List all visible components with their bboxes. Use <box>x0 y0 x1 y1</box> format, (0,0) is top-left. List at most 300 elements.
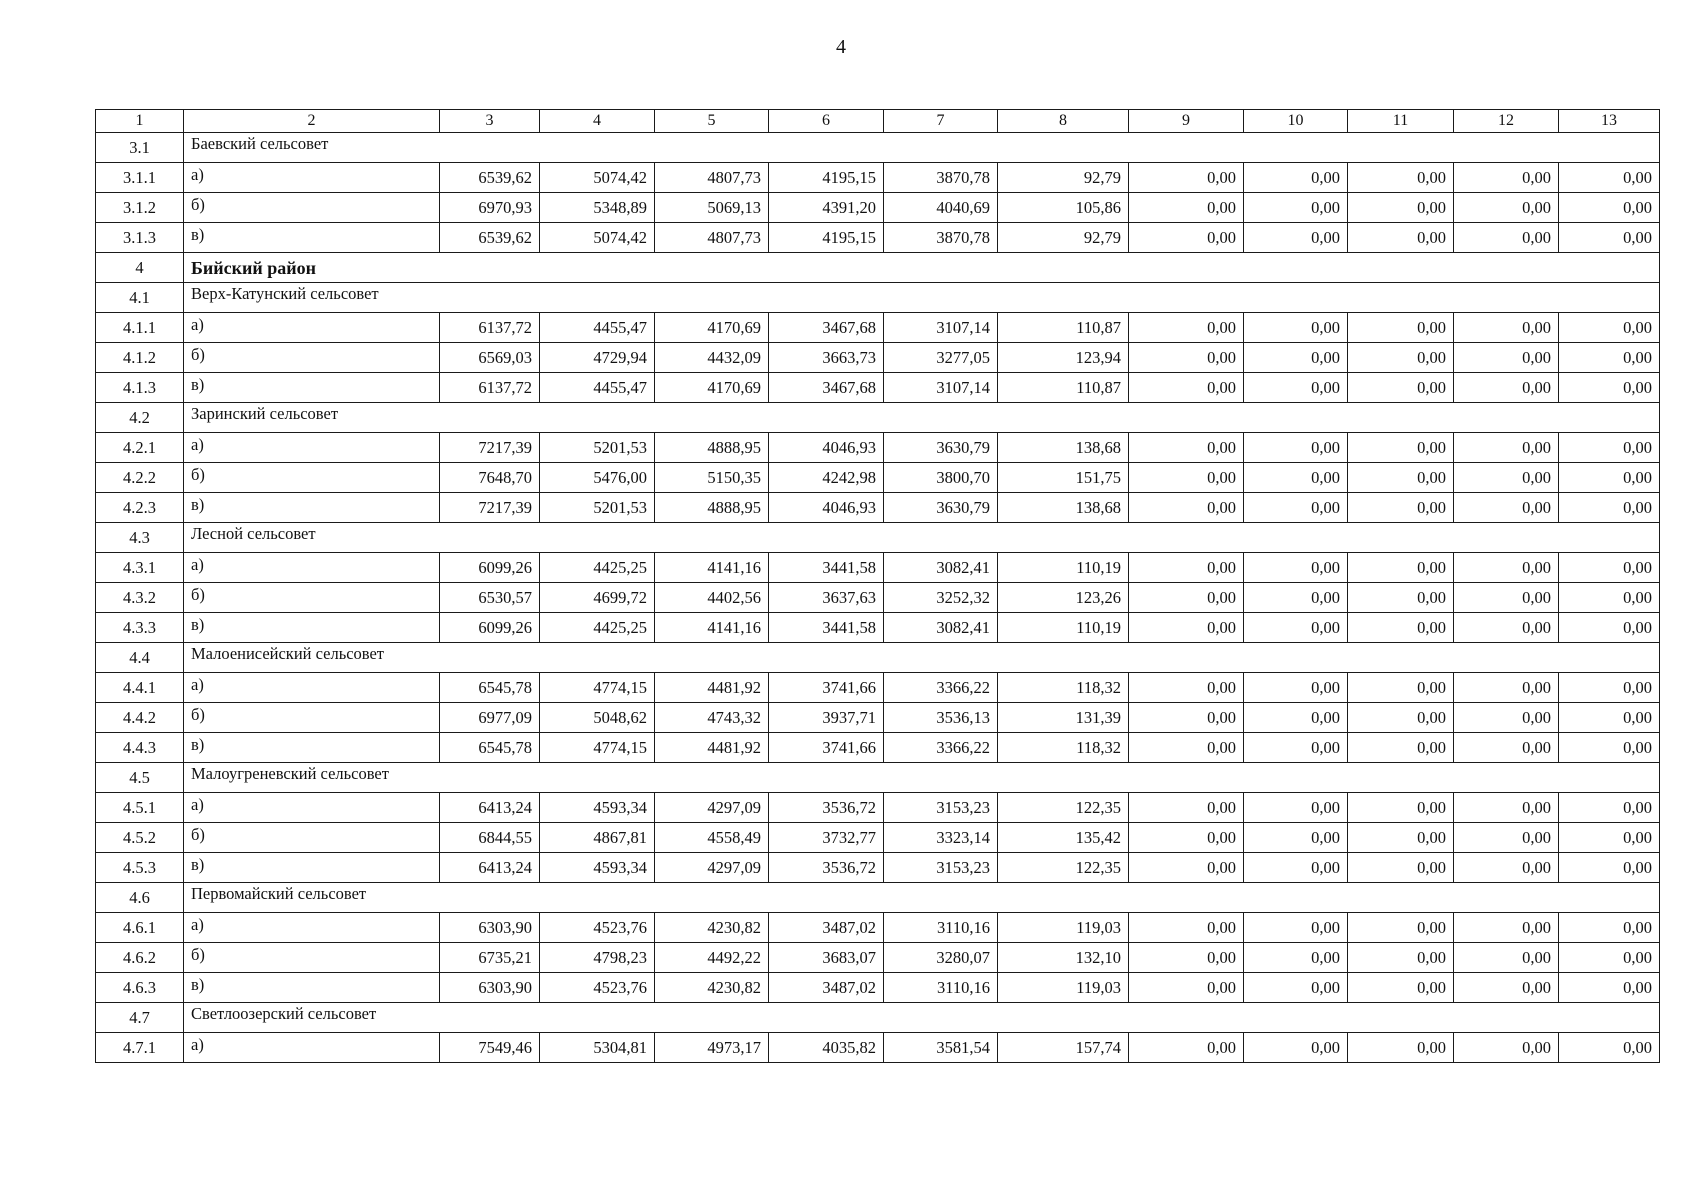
value-cell: 4195,15 <box>769 163 884 193</box>
value-cell: 0,00 <box>1454 853 1559 883</box>
table-row <box>96 913 1660 943</box>
value-cell: 4040,69 <box>884 193 998 223</box>
value-cell: 3536,72 <box>769 853 884 883</box>
value-cell: 5348,89 <box>540 193 655 223</box>
value-cell: 0,00 <box>1559 673 1660 703</box>
value-cell: 4888,95 <box>655 433 769 463</box>
value-cell: 0,00 <box>1559 343 1660 373</box>
value-cell: 0,00 <box>1559 433 1660 463</box>
value-cell: 0,00 <box>1244 193 1348 223</box>
row-index: 4.5.3 <box>96 853 184 883</box>
table-row <box>96 673 1660 703</box>
value-cell: 4230,82 <box>655 973 769 1003</box>
row-index: 4.7.1 <box>96 1033 184 1063</box>
row-label: в) <box>184 493 440 523</box>
row-label: б) <box>184 193 440 223</box>
value-cell: 92,79 <box>998 223 1129 253</box>
value-cell: 138,68 <box>998 433 1129 463</box>
value-cell: 110,87 <box>998 373 1129 403</box>
value-cell: 0,00 <box>1129 793 1244 823</box>
value-cell: 0,00 <box>1559 193 1660 223</box>
value-cell: 3366,22 <box>884 733 998 763</box>
value-cell: 122,35 <box>998 793 1129 823</box>
value-cell: 0,00 <box>1454 973 1559 1003</box>
value-cell: 4798,23 <box>540 943 655 973</box>
value-cell: 4481,92 <box>655 673 769 703</box>
value-cell: 6413,24 <box>440 853 540 883</box>
row-label: а) <box>184 673 440 703</box>
value-cell: 0,00 <box>1129 493 1244 523</box>
column-header: 3 <box>440 110 540 133</box>
value-cell: 0,00 <box>1348 853 1454 883</box>
value-cell: 0,00 <box>1244 1033 1348 1063</box>
value-cell: 0,00 <box>1244 373 1348 403</box>
value-cell: 0,00 <box>1348 433 1454 463</box>
value-cell: 3280,07 <box>884 943 998 973</box>
section-row <box>96 1003 1660 1033</box>
value-cell: 0,00 <box>1348 463 1454 493</box>
table-row <box>96 463 1660 493</box>
value-cell: 0,00 <box>1559 793 1660 823</box>
district-row <box>96 253 1660 283</box>
value-cell: 0,00 <box>1559 973 1660 1003</box>
value-cell: 0,00 <box>1129 973 1244 1003</box>
value-cell: 0,00 <box>1348 823 1454 853</box>
value-cell: 0,00 <box>1559 853 1660 883</box>
value-cell: 0,00 <box>1559 493 1660 523</box>
value-cell: 4593,34 <box>540 853 655 883</box>
value-cell: 3536,13 <box>884 703 998 733</box>
value-cell: 138,68 <box>998 493 1129 523</box>
value-cell: 0,00 <box>1244 493 1348 523</box>
value-cell: 6735,21 <box>440 943 540 973</box>
value-cell: 0,00 <box>1348 163 1454 193</box>
value-cell: 3366,22 <box>884 673 998 703</box>
value-cell: 4141,16 <box>655 613 769 643</box>
value-cell: 3683,07 <box>769 943 884 973</box>
value-cell: 4046,93 <box>769 433 884 463</box>
row-label: а) <box>184 433 440 463</box>
value-cell: 119,03 <box>998 973 1129 1003</box>
value-cell: 0,00 <box>1454 583 1559 613</box>
value-cell: 0,00 <box>1244 913 1348 943</box>
row-index: 4.6 <box>96 883 184 913</box>
row-label: в) <box>184 223 440 253</box>
value-cell: 6970,93 <box>440 193 540 223</box>
table-row <box>96 1033 1660 1063</box>
value-cell: 5048,62 <box>540 703 655 733</box>
section-name: Лесной сельсовет <box>184 523 1660 553</box>
section-row <box>96 523 1660 553</box>
table-body <box>96 110 1660 1063</box>
value-cell: 7648,70 <box>440 463 540 493</box>
value-cell: 4743,32 <box>655 703 769 733</box>
table-row <box>96 193 1660 223</box>
value-cell: 0,00 <box>1129 193 1244 223</box>
row-label: а) <box>184 553 440 583</box>
value-cell: 0,00 <box>1348 733 1454 763</box>
column-number-row <box>96 110 1660 133</box>
value-cell: 3630,79 <box>884 433 998 463</box>
value-cell: 0,00 <box>1559 373 1660 403</box>
value-cell: 0,00 <box>1454 193 1559 223</box>
value-cell: 0,00 <box>1244 673 1348 703</box>
row-index: 4.5.1 <box>96 793 184 823</box>
value-cell: 0,00 <box>1244 223 1348 253</box>
value-cell: 0,00 <box>1244 793 1348 823</box>
value-cell: 0,00 <box>1129 373 1244 403</box>
value-cell: 4170,69 <box>655 373 769 403</box>
value-cell: 0,00 <box>1454 1033 1559 1063</box>
value-cell: 5201,53 <box>540 493 655 523</box>
section-row <box>96 763 1660 793</box>
section-name: Малоенисейский сельсовет <box>184 643 1660 673</box>
value-cell: 0,00 <box>1559 463 1660 493</box>
value-cell: 0,00 <box>1454 493 1559 523</box>
row-label: б) <box>184 703 440 733</box>
value-cell: 0,00 <box>1244 853 1348 883</box>
value-cell: 7549,46 <box>440 1033 540 1063</box>
table-row <box>96 553 1660 583</box>
value-cell: 0,00 <box>1348 943 1454 973</box>
row-index: 3.1 <box>96 133 184 163</box>
row-index: 4.6.3 <box>96 973 184 1003</box>
value-cell: 6099,26 <box>440 553 540 583</box>
value-cell: 0,00 <box>1559 223 1660 253</box>
column-header: 2 <box>184 110 440 133</box>
value-cell: 0,00 <box>1244 943 1348 973</box>
row-label: б) <box>184 583 440 613</box>
value-cell: 0,00 <box>1559 163 1660 193</box>
value-cell: 4425,25 <box>540 553 655 583</box>
value-cell: 6530,57 <box>440 583 540 613</box>
value-cell: 3732,77 <box>769 823 884 853</box>
row-label: б) <box>184 943 440 973</box>
value-cell: 0,00 <box>1129 433 1244 463</box>
value-cell: 4593,34 <box>540 793 655 823</box>
value-cell: 4297,09 <box>655 793 769 823</box>
value-cell: 0,00 <box>1348 553 1454 583</box>
value-cell: 3153,23 <box>884 793 998 823</box>
value-cell: 151,75 <box>998 463 1129 493</box>
value-cell: 0,00 <box>1559 733 1660 763</box>
value-cell: 0,00 <box>1348 973 1454 1003</box>
value-cell: 0,00 <box>1559 703 1660 733</box>
district-name: Бийский район <box>184 253 1660 283</box>
row-index: 4.4.3 <box>96 733 184 763</box>
value-cell: 5074,42 <box>540 223 655 253</box>
value-cell: 4867,81 <box>540 823 655 853</box>
value-cell: 3663,73 <box>769 343 884 373</box>
value-cell: 3082,41 <box>884 553 998 583</box>
value-cell: 6137,72 <box>440 313 540 343</box>
value-cell: 0,00 <box>1348 313 1454 343</box>
value-cell: 118,32 <box>998 733 1129 763</box>
value-cell: 4729,94 <box>540 343 655 373</box>
value-cell: 0,00 <box>1244 313 1348 343</box>
value-cell: 4523,76 <box>540 913 655 943</box>
value-cell: 0,00 <box>1454 343 1559 373</box>
value-cell: 0,00 <box>1559 1033 1660 1063</box>
value-cell: 157,74 <box>998 1033 1129 1063</box>
value-cell: 4492,22 <box>655 943 769 973</box>
value-cell: 3323,14 <box>884 823 998 853</box>
value-cell: 0,00 <box>1129 853 1244 883</box>
value-cell: 3441,58 <box>769 613 884 643</box>
table-row <box>96 613 1660 643</box>
value-cell: 3487,02 <box>769 913 884 943</box>
value-cell: 123,26 <box>998 583 1129 613</box>
value-cell: 0,00 <box>1454 913 1559 943</box>
row-index: 4.4.2 <box>96 703 184 733</box>
value-cell: 6977,09 <box>440 703 540 733</box>
value-cell: 3277,05 <box>884 343 998 373</box>
value-cell: 4230,82 <box>655 913 769 943</box>
value-cell: 3741,66 <box>769 673 884 703</box>
value-cell: 4888,95 <box>655 493 769 523</box>
row-index: 4.1.2 <box>96 343 184 373</box>
row-index: 4.6.2 <box>96 943 184 973</box>
value-cell: 0,00 <box>1454 673 1559 703</box>
value-cell: 3082,41 <box>884 613 998 643</box>
row-index: 4.1.1 <box>96 313 184 343</box>
column-header: 11 <box>1348 110 1454 133</box>
value-cell: 5150,35 <box>655 463 769 493</box>
table-row <box>96 853 1660 883</box>
table-row <box>96 703 1660 733</box>
value-cell: 105,86 <box>998 193 1129 223</box>
row-label: а) <box>184 913 440 943</box>
value-cell: 0,00 <box>1454 553 1559 583</box>
value-cell: 3536,72 <box>769 793 884 823</box>
value-cell: 0,00 <box>1129 673 1244 703</box>
value-cell: 110,19 <box>998 613 1129 643</box>
value-cell: 3741,66 <box>769 733 884 763</box>
value-cell: 6539,62 <box>440 163 540 193</box>
value-cell: 3441,58 <box>769 553 884 583</box>
value-cell: 0,00 <box>1559 553 1660 583</box>
value-cell: 0,00 <box>1454 943 1559 973</box>
value-cell: 3870,78 <box>884 223 998 253</box>
value-cell: 0,00 <box>1129 733 1244 763</box>
value-cell: 4402,56 <box>655 583 769 613</box>
row-label: а) <box>184 163 440 193</box>
value-cell: 4774,15 <box>540 673 655 703</box>
value-cell: 0,00 <box>1348 583 1454 613</box>
value-cell: 123,94 <box>998 343 1129 373</box>
table-row <box>96 313 1660 343</box>
value-cell: 3467,68 <box>769 313 884 343</box>
row-index: 3.1.2 <box>96 193 184 223</box>
value-cell: 0,00 <box>1454 223 1559 253</box>
value-cell: 3107,14 <box>884 373 998 403</box>
value-cell: 0,00 <box>1244 733 1348 763</box>
value-cell: 0,00 <box>1244 553 1348 583</box>
section-row <box>96 283 1660 313</box>
value-cell: 4170,69 <box>655 313 769 343</box>
value-cell: 110,87 <box>998 313 1129 343</box>
value-cell: 0,00 <box>1129 583 1244 613</box>
row-index: 4.2 <box>96 403 184 433</box>
value-cell: 6413,24 <box>440 793 540 823</box>
row-label: а) <box>184 1033 440 1063</box>
value-cell: 6539,62 <box>440 223 540 253</box>
value-cell: 118,32 <box>998 673 1129 703</box>
section-row <box>96 643 1660 673</box>
value-cell: 4455,47 <box>540 313 655 343</box>
value-cell: 122,35 <box>998 853 1129 883</box>
value-cell: 0,00 <box>1454 793 1559 823</box>
value-cell: 6303,90 <box>440 973 540 1003</box>
column-header: 5 <box>655 110 769 133</box>
value-cell: 5074,42 <box>540 163 655 193</box>
value-cell: 0,00 <box>1129 613 1244 643</box>
value-cell: 0,00 <box>1244 613 1348 643</box>
value-cell: 119,03 <box>998 913 1129 943</box>
value-cell: 4425,25 <box>540 613 655 643</box>
table-row <box>96 583 1660 613</box>
value-cell: 7217,39 <box>440 493 540 523</box>
value-cell: 0,00 <box>1454 613 1559 643</box>
value-cell: 0,00 <box>1348 193 1454 223</box>
value-cell: 4807,73 <box>655 163 769 193</box>
value-cell: 135,42 <box>998 823 1129 853</box>
value-cell: 0,00 <box>1348 493 1454 523</box>
value-cell: 0,00 <box>1129 1033 1244 1063</box>
value-cell: 4774,15 <box>540 733 655 763</box>
table-row <box>96 793 1660 823</box>
row-label: в) <box>184 973 440 1003</box>
section-name: Малоугреневский сельсовет <box>184 763 1660 793</box>
value-cell: 0,00 <box>1348 343 1454 373</box>
value-cell: 4807,73 <box>655 223 769 253</box>
row-index: 4.6.1 <box>96 913 184 943</box>
row-index: 4.7 <box>96 1003 184 1033</box>
value-cell: 0,00 <box>1244 583 1348 613</box>
value-cell: 4141,16 <box>655 553 769 583</box>
section-name: Верх-Катунский сельсовет <box>184 283 1660 313</box>
value-cell: 5476,00 <box>540 463 655 493</box>
value-cell: 4973,17 <box>655 1033 769 1063</box>
row-label: б) <box>184 343 440 373</box>
value-cell: 0,00 <box>1454 313 1559 343</box>
value-cell: 6303,90 <box>440 913 540 943</box>
value-cell: 3153,23 <box>884 853 998 883</box>
value-cell: 7217,39 <box>440 433 540 463</box>
column-header: 10 <box>1244 110 1348 133</box>
row-index: 4.4.1 <box>96 673 184 703</box>
value-cell: 0,00 <box>1348 613 1454 643</box>
table-row <box>96 223 1660 253</box>
row-index: 4 <box>96 253 184 283</box>
value-cell: 0,00 <box>1244 463 1348 493</box>
value-cell: 0,00 <box>1244 973 1348 1003</box>
value-cell: 4242,98 <box>769 463 884 493</box>
value-cell: 3637,63 <box>769 583 884 613</box>
value-cell: 0,00 <box>1348 223 1454 253</box>
value-cell: 131,39 <box>998 703 1129 733</box>
value-cell: 0,00 <box>1559 583 1660 613</box>
value-cell: 3800,70 <box>884 463 998 493</box>
value-cell: 5069,13 <box>655 193 769 223</box>
section-name: Заринский сельсовет <box>184 403 1660 433</box>
value-cell: 0,00 <box>1559 313 1660 343</box>
value-cell: 4297,09 <box>655 853 769 883</box>
column-header: 9 <box>1129 110 1244 133</box>
row-index: 4.5 <box>96 763 184 793</box>
row-index: 4.2.1 <box>96 433 184 463</box>
value-cell: 4455,47 <box>540 373 655 403</box>
value-cell: 0,00 <box>1348 1033 1454 1063</box>
value-cell: 3110,16 <box>884 973 998 1003</box>
section-row <box>96 133 1660 163</box>
value-cell: 0,00 <box>1454 433 1559 463</box>
value-cell: 0,00 <box>1129 943 1244 973</box>
value-cell: 0,00 <box>1454 703 1559 733</box>
value-cell: 3467,68 <box>769 373 884 403</box>
section-name: Первомайский сельсовет <box>184 883 1660 913</box>
row-index: 4.3 <box>96 523 184 553</box>
value-cell: 0,00 <box>1129 823 1244 853</box>
value-cell: 4035,82 <box>769 1033 884 1063</box>
row-label: а) <box>184 313 440 343</box>
value-cell: 0,00 <box>1559 913 1660 943</box>
value-cell: 5201,53 <box>540 433 655 463</box>
value-cell: 132,10 <box>998 943 1129 973</box>
table-row <box>96 163 1660 193</box>
value-cell: 4046,93 <box>769 493 884 523</box>
value-cell: 6099,26 <box>440 613 540 643</box>
table-row <box>96 943 1660 973</box>
value-cell: 0,00 <box>1454 463 1559 493</box>
value-cell: 0,00 <box>1244 343 1348 373</box>
column-header: 7 <box>884 110 998 133</box>
value-cell: 4523,76 <box>540 973 655 1003</box>
value-cell: 0,00 <box>1348 913 1454 943</box>
value-cell: 6569,03 <box>440 343 540 373</box>
value-cell: 6545,78 <box>440 733 540 763</box>
row-label: в) <box>184 373 440 403</box>
value-cell: 110,19 <box>998 553 1129 583</box>
value-cell: 6137,72 <box>440 373 540 403</box>
value-cell: 0,00 <box>1244 433 1348 463</box>
value-cell: 0,00 <box>1348 793 1454 823</box>
table-row <box>96 733 1660 763</box>
row-label: в) <box>184 613 440 643</box>
row-index: 4.3.2 <box>96 583 184 613</box>
value-cell: 0,00 <box>1454 163 1559 193</box>
value-cell: 0,00 <box>1244 703 1348 733</box>
value-cell: 3581,54 <box>884 1033 998 1063</box>
value-cell: 3252,32 <box>884 583 998 613</box>
value-cell: 0,00 <box>1559 943 1660 973</box>
table-row <box>96 433 1660 463</box>
column-header: 4 <box>540 110 655 133</box>
value-cell: 4195,15 <box>769 223 884 253</box>
value-cell: 6844,55 <box>440 823 540 853</box>
value-cell: 0,00 <box>1559 823 1660 853</box>
section-row <box>96 883 1660 913</box>
value-cell: 0,00 <box>1129 913 1244 943</box>
row-index: 4.5.2 <box>96 823 184 853</box>
row-index: 3.1.1 <box>96 163 184 193</box>
value-cell: 0,00 <box>1129 313 1244 343</box>
value-cell: 6545,78 <box>440 673 540 703</box>
value-cell: 0,00 <box>1244 823 1348 853</box>
column-header: 12 <box>1454 110 1559 133</box>
section-name: Светлоозерский сельсовет <box>184 1003 1660 1033</box>
table-row <box>96 493 1660 523</box>
